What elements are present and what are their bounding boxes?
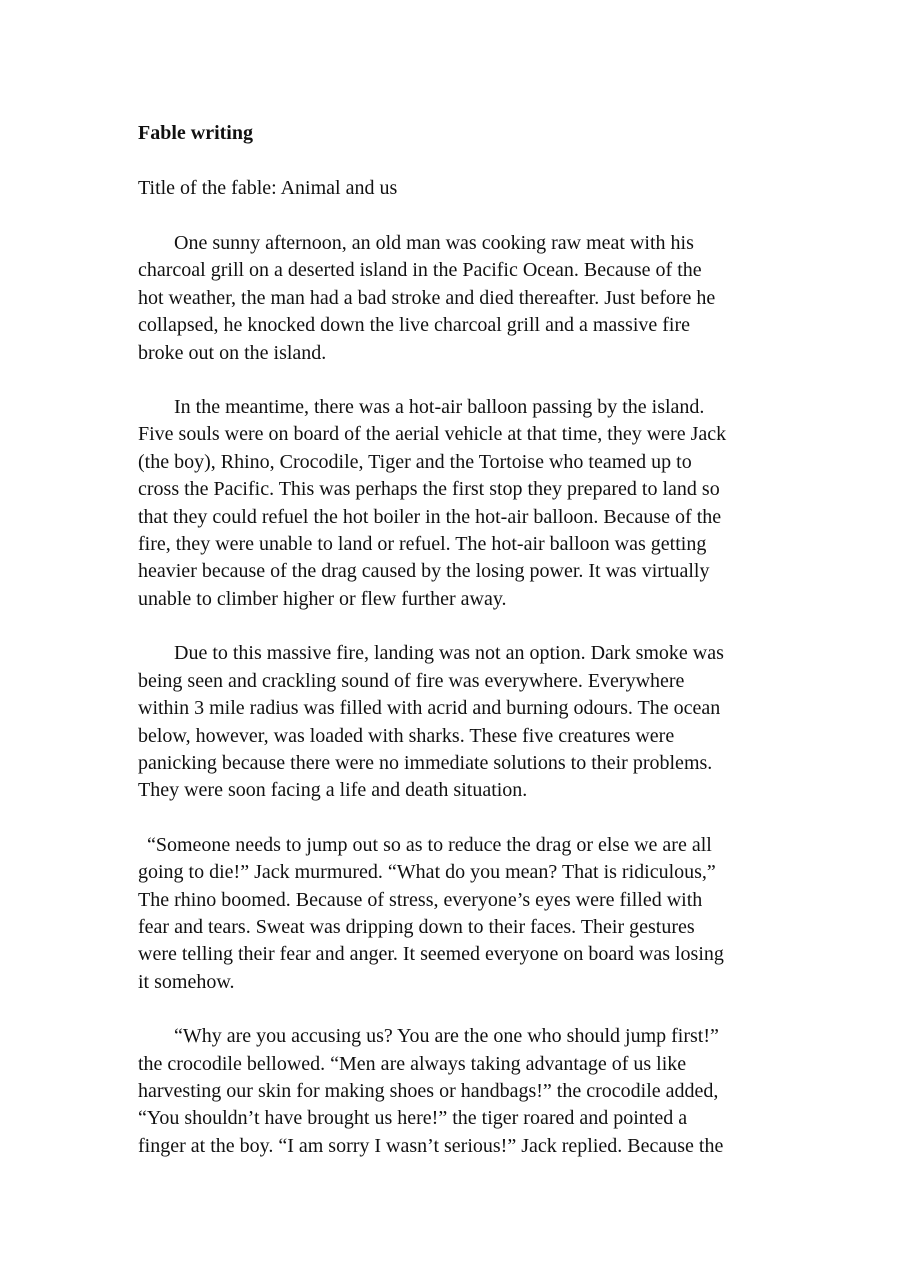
paragraph-line: In the meantime, there was a hot-air balloon passing by the island. bbox=[174, 396, 705, 419]
paragraph-line: Due to this massive fire, landing was not an option. Dark smoke was bbox=[174, 642, 724, 665]
paragraph-4 bbox=[138, 832, 778, 996]
paragraph-line: heavier because of the drag caused by the losing power. It was virtually bbox=[138, 560, 710, 583]
paragraph-line: were telling their fear and anger. It seemed everyone on board was losing bbox=[138, 943, 724, 966]
paragraph-line: cross the Pacific. This was perhaps the first stop they prepared to land so bbox=[138, 478, 720, 501]
paragraph-line: “Why are you accusing us? You are the one who should jump first!” bbox=[174, 1025, 719, 1048]
paragraph-line: fear and tears. Sweat was dripping down to their faces. Their gestures bbox=[138, 915, 695, 938]
paragraph-line: it somehow. bbox=[138, 970, 235, 993]
paragraph-line: broke out on the island. bbox=[138, 341, 327, 364]
paragraph-line: going to die!” Jack murmured. “What do you mean? That is ridiculous,” bbox=[138, 861, 716, 884]
paragraph-line: hot weather, the man had a bad stroke and died thereafter. Just before he bbox=[138, 286, 716, 309]
paragraph-line: that they could refuel the hot boiler in the hot-air balloon. Because of the bbox=[138, 505, 722, 528]
paragraph-3 bbox=[138, 640, 778, 804]
paragraph-line: harvesting our skin for making shoes or handbags!” the crocodile added, bbox=[138, 1079, 719, 1102]
paragraph-line: fire, they were unable to land or refuel. The hot-air balloon was getting bbox=[138, 533, 707, 556]
paragraph-line: below, however, was loaded with sharks. These five creatures were bbox=[138, 724, 675, 747]
paragraph-line: Five souls were on board of the aerial vehicle at that time, they were Jack bbox=[138, 423, 727, 446]
paragraph-line: One sunny afternoon, an old man was cooking raw meat with his bbox=[174, 232, 694, 254]
paragraph-line: unable to climber higher or flew further away. bbox=[138, 587, 507, 610]
paragraph-line: “You shouldn’t have brought us here!” the tiger roared and pointed a bbox=[138, 1107, 688, 1130]
paragraph-line: The rhino boomed. Because of stress, everyone’s eyes were filled with bbox=[138, 888, 703, 911]
paragraph-line: the crocodile bellowed. “Men are always taking advantage of us like bbox=[138, 1052, 687, 1075]
paragraph-line: They were soon facing a life and death situation. bbox=[138, 779, 528, 802]
paragraph-line: “Someone needs to jump out so as to reduce the drag or else we are all bbox=[147, 833, 712, 856]
paragraph-1 bbox=[138, 230, 778, 367]
paragraph-line: charcoal grill on a deserted island in the Pacific Ocean. Because of the bbox=[138, 259, 702, 282]
fable-title: Title of the fable: Animal and us bbox=[138, 177, 398, 199]
paragraph-line: collapsed, he knocked down the live charcoal grill and a massive fire bbox=[138, 314, 691, 337]
paragraph-line: within 3 mile radius was filled with acrid and burning odours. The ocean bbox=[138, 697, 721, 720]
paragraph-line: finger at the boy. “I am sorry I wasn’t serious!” Jack replied. Because the bbox=[138, 1134, 724, 1157]
document-body bbox=[138, 120, 778, 1187]
paragraph-line: panicking because there were no immediate solutions to their problems. bbox=[138, 751, 713, 774]
paragraph-2 bbox=[138, 394, 778, 613]
document-heading: Fable writing bbox=[138, 122, 253, 144]
paragraph-5 bbox=[138, 1023, 778, 1160]
paragraph-line: (the boy), Rhino, Crocodile, Tiger and the Tortoise who teamed up to bbox=[138, 450, 692, 473]
paragraph-line: being seen and crackling sound of fire was everywhere. Everywhere bbox=[138, 669, 685, 692]
